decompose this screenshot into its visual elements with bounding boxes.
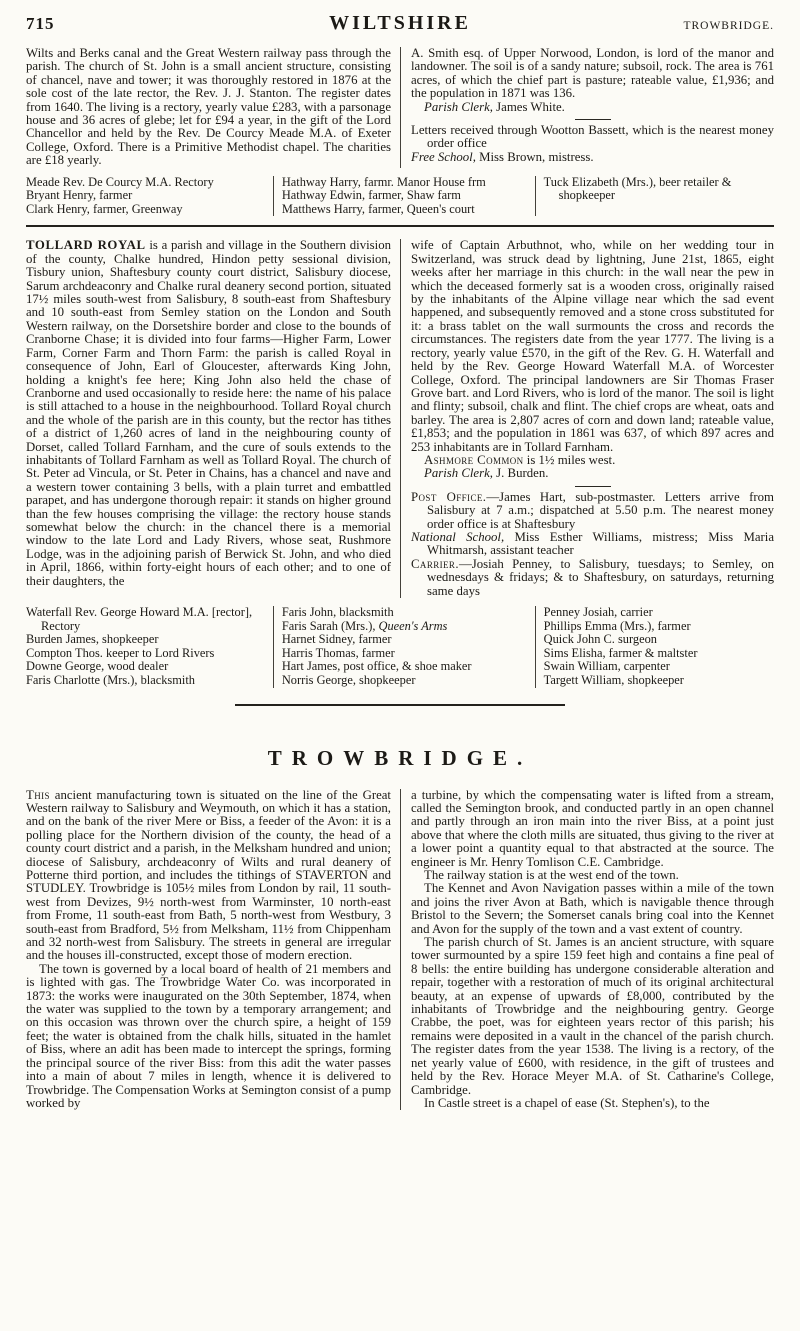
directory-entry: Meade Rev. De Courcy M.A. Rectory	[26, 174, 214, 189]
carrier-label: Carrier.	[411, 556, 459, 571]
carrier-text: —Josiah Penney, to Salisbury, tuesdays; to Semley, on wednesdays & fridays; & to Shaftesbury, on saturdays, returning same days	[427, 556, 774, 598]
directory-entry: Matthews Harry, farmer, Queen's court	[281, 201, 475, 216]
directory-entry: Phillips Emma (Mrs.), farmer	[543, 618, 691, 633]
tollard-title: TOLLARD ROYAL	[26, 238, 146, 253]
tollard-royal-section	[26, 239, 774, 598]
previous-parish-section	[26, 47, 774, 168]
paragraph-lead: This	[26, 787, 50, 802]
directory-entry: Bryant Henry, farmer	[26, 188, 133, 203]
parish-clerk-label: Parish Clerk,	[424, 466, 493, 481]
letters-note: Letters received through Wootton Bassett, which is the nearest money order office	[411, 123, 774, 151]
page-header	[26, 12, 774, 35]
directory-entry	[282, 620, 529, 634]
previous-parish-left-column	[26, 47, 400, 168]
parish-clerk-name: James White.	[492, 99, 565, 114]
section-divider-dash	[575, 119, 611, 120]
tollard-description-continued: wife of Captain Arbuthnot, who, while on her wedding tour in Switzerland, was struck dead by lightning, June 21st, 1865, eight weeks after her marriage in this church: in the wall near the pew in which the deceased formerly sat is a wooden cross, originally raised by the inhabitants of the Alpine village near which the sad event happened, and subsequently removed and a stone cross substituted for it: a brass tablet on the wall surmounts the cross and records the circumstances. The registers date from the year 1777. The living is a rectory, yearly value £570, in the gift of the Rev. G. H. Waterfall and held by the Rev. George Howard Waterfall M.A. of Worcester College, Oxford. The principal landowners are Sir Thomas Fraser Grove bart. and Lord Rivers, who is lord of the manor. The soil is light and flinty; subsoil, chalk and flint. The chief crops are wheat, oats and barley. The area is 2,807 acres of corn and down land; rateable value, £1,853; and the population in 1861 was 637, of which 897 acres and 253 inhabitants are in Tollard Farnham.	[411, 238, 774, 454]
tollard-description	[26, 239, 391, 588]
directory-entry: Penney Josiah, carrier	[543, 605, 653, 619]
county-title: WILTSHIRE	[329, 12, 471, 34]
trowbridge-paragraph: The railway station is at the west end of the town.	[424, 868, 679, 882]
tollard-description-text: is a parish and village in the Southern division of the county, Chalke hundred, Hindon petty sessional division, Tisbury union, Shaftesbury county court district, Salisbury diocese, Sarum archdeaconry and Chalke rural deanery second portion, situated 17½ miles south-west from Salisbury, 8 south-east from Shaftesbury and 10 south-east from Semley station on the London and South Western railway, on the Dorsetshire border and close to the bounds of Cranborne Chase; it is divided into four farms—Higher Farm, Lower Farm, Corner Farm and Thorn Farm: the parish is called Royal in consequence of John, Earl of Gloucester, afterwards King John, holding a knight's fee here; King John also held the chase of Cranborne and used occasionally to reside here: the name of his palace is still attached to a house in the neighbourhood. Tollard Royal church and the whole of the parish are in this county, but the rector has tithes of a district of 1,260 acres of land in the neighbouring county of Dorset, called Tollard Farnham, and the cure of souls extends to the inhabitants of Tollard Farnham as well as Tollard Royal. The church of St. Peter ad Vincula, or St. Peter in Chains, has a chancel and nave and a western tower containing 3 bells, with a plain turret and embattled parapet, and has undergone thorough repair: it stands on higher ground than the few houses comprising the village: the rectory house stands somewhat below the church: in the chancel there is a memorial window to the late Lord and Lady Rivers, whose seat, Rushmore Lodge, was in the adjoining parish of Berwick St. John, and who died in April, 1866, within forty-eight hours of each other; and to one of their daughters, the	[26, 238, 391, 588]
directory-entry: Hart James, post office, & shoe maker	[281, 659, 472, 674]
directory-entry: Downe George, wood dealer	[26, 659, 169, 674]
directory-entry-name: Faris Sarah (Mrs.),	[281, 618, 379, 633]
trowbridge-title: TROWBRIDGE.	[267, 745, 533, 770]
trowbridge-paragraph: The Kennet and Avon Navigation passes within a mile of the town and joins the river Avon at Bath, which is navigable thence through Bristol to the Severn; the Somerset canals bring coal into the Kennet and Avon for the supply of the town and a vast extent of country.	[411, 881, 774, 936]
section-rule	[26, 225, 774, 227]
page-number: 715	[26, 14, 55, 33]
paragraph-text: ancient manufacturing town is situated on the line of the Great Western railway to Salisbury and Weymouth, on which it has a station, and on the bank of the river Mere or Biss, a feeder of the Avon: it is a polling place for the Northern division of the county, the head of a county court district and a parish, in the Melksham hundred and union; diocese of Salisbury, archdeaconry of Wilts and rural deanery of Potterne third portion, and includes the tithings of STAVERTON and STUDLEY. Trowbridge is 105½ miles from London by rail, 11 south-west from Devizes, 9½ north-west from Warminster, 10 north-east from Frome, 11 south-east from Bath, 5 north-west from Westbury, 3 south-east from Bradford, 5½ from Melksham, 11½ from Chippenham and 32 north-west from Salisbury. The streets in general are irregular and the houses ill-constructed, except those of modern erection.	[26, 787, 391, 963]
previous-parish-directory	[26, 176, 774, 217]
directory-entry: Clark Henry, farmer, Greenway	[26, 201, 183, 216]
free-school-label: Free School,	[411, 149, 476, 164]
directory-entry: Targett William, shopkeeper	[543, 672, 684, 687]
carrier-entry	[411, 558, 774, 598]
running-header: TROWBRIDGE.	[683, 20, 774, 32]
tollard-right-column	[400, 239, 774, 598]
directory-entry: Swain William, carpenter	[543, 659, 670, 674]
trowbridge-paragraph: a turbine, by which the compensating water is lifted from a stream, called the Semington brook, and conducted partly in an open channel and partly through an iron main into the river Biss, at a point just above that where the cloth mills are situated, thus giving to the river at a lower point a quantity equal to that abstracted at the source. The engineer is Mr. Henry Tomlison C.E. Cambridge.	[411, 787, 774, 869]
trowbridge-section	[26, 789, 774, 1111]
directory-column	[273, 176, 535, 217]
post-office-entry	[411, 491, 774, 531]
ashmore-common-text: is 1½ miles west.	[523, 452, 616, 467]
directory-entry: Harris Thomas, farmer	[281, 645, 395, 660]
free-school-text: Miss Brown, mistress.	[475, 149, 594, 164]
parish-clerk-line	[411, 467, 774, 480]
tollard-left-column	[26, 239, 400, 598]
parish-clerk-line	[411, 101, 774, 114]
directory-entry: Hathway Harry, farmr. Manor House frm	[281, 174, 486, 189]
trowbridge-right-column	[400, 789, 774, 1111]
directory-entry: Hathway Edwin, farmer, Shaw farm	[281, 188, 461, 203]
national-school-text: Miss Esther Williams, mistress; Miss Maria Whitmarsh, assistant teacher	[427, 529, 774, 558]
ashmore-common-line	[411, 454, 774, 467]
directory-entry: Tuck Elizabeth (Mrs.), beer retailer & shopkeeper	[543, 174, 732, 203]
parish-paragraph: A. Smith esq. of Upper Norwood, London, is lord of the manor and landowner. The soil is of a sandy nature; subsoil, rock. The area is 761 acres, of which the chief part is pasture; rateable value, £1,936; and the population in 1871 was 136.	[411, 46, 774, 101]
directory-entry: Burden James, shopkeeper	[26, 632, 159, 647]
directory-entry: Harnet Sidney, farmer	[281, 632, 392, 647]
section-divider-dash	[575, 486, 611, 487]
previous-parish-right-column	[400, 47, 774, 168]
directory-entry: Sims Elisha, farmer & maltster	[543, 645, 698, 660]
directory-entry: Faris Charlotte (Mrs.), blacksmith	[26, 672, 195, 687]
directory-entry: Compton Thos. keeper to Lord Rivers	[26, 645, 215, 660]
post-office-label: Post Office.	[411, 489, 487, 504]
directory-column	[26, 176, 273, 217]
trowbridge-paragraph: The town is governed by a local board of health of 21 members and is lighted with gas. The Trowbridge Water Co. was incorporated in 1873: the works were inaugurated on the 30th September, 1874, when the water was supplied to the town by a temporary arrangement; and on this occasion was thrown over the church spire, a height of 159 feet; the water is obtained from the chalk hills, situated in the hamlet of Biss, where an adit has been made to intercept the springs, forming the principal source of the river Biss: from this adit the water passes into a main of about 7 miles in length, whence it is delivered to Trowbridge. The Compensation Works at Semington consist of a pump worked by	[26, 961, 391, 1110]
directory-entry: Quick John C. surgeon	[543, 632, 657, 647]
directory-column	[535, 606, 774, 688]
directory-entry: Norris George, shopkeeper	[281, 672, 416, 687]
trowbridge-paragraph	[26, 789, 391, 963]
parish-clerk-label: Parish Clerk,	[424, 99, 493, 114]
trowbridge-paragraph: In Castle street is a chapel of ease (St. Stephen's), to the	[424, 1095, 710, 1110]
directory-entry-inn-name: Queen's Arms	[378, 618, 448, 633]
trowbridge-left-column	[26, 789, 400, 1111]
ashmore-common-label: Ashmore Common	[424, 452, 524, 467]
directory-entry: Faris John, blacksmith	[281, 605, 394, 619]
free-school-line	[411, 151, 774, 164]
national-school-label: National School,	[411, 529, 505, 544]
national-school-entry	[411, 531, 774, 558]
directory-column	[535, 176, 774, 217]
parish-paragraph: Wilts and Berks canal and the Great Western railway pass through the parish. The church of St. John is a small ancient structure, consisting of chancel, nave and tower; it was thoroughly restored in 1876 at the sole cost of the late rector, the Rev. J. J. Stanton. The register dates from 1640. The living is a rectory, yearly value £283, with a parsonage house and 36 acres of glebe; let for £94 a year, in the gift of the Lord Chancellor and held by the Rev. De Courcy Meade M.A. of Exeter College, Oxford. There is a Primitive Methodist chapel. The charities are £18 yearly.	[26, 46, 391, 168]
post-office-text: —James Hart, sub-postmaster. Letters arrive from Salisbury at 7 a.m.; dispatched at 5.50 p.m. The nearest money order office is at Shaftesbury	[427, 489, 774, 531]
directory-column	[273, 606, 535, 688]
trowbridge-paragraph: The parish church of St. James is an ancient structure, with square tower surmounted by a spire 159 feet high and contains a fine peal of 8 bells: the entire building has undergone considerable alteration and repair, together with a restoration of much of its original architectural beauty, at an expense of upwards of £8,000, contributed by the inhabitants of Trowbridge and the neighbouring gentry. George Crabbe, the poet, was for eighteen years rector of this parish; his remains were deposited in a vault in the chancel of the parish church. The register dates from the year 1538. The living is a rectory, of the net yearly value of £600, with residence, in the gift of trustees and held by the Rev. Horace Meyer M.A. of St. Catharine's College, Cambridge.	[411, 935, 774, 1097]
trowbridge-section-rule	[235, 704, 565, 706]
tollard-directory	[26, 606, 774, 688]
directory-column	[26, 606, 273, 688]
directory-entry: Waterfall Rev. George Howard M.A. [rector], Rectory	[26, 605, 253, 633]
parish-clerk-name: J. Burden.	[492, 466, 549, 481]
